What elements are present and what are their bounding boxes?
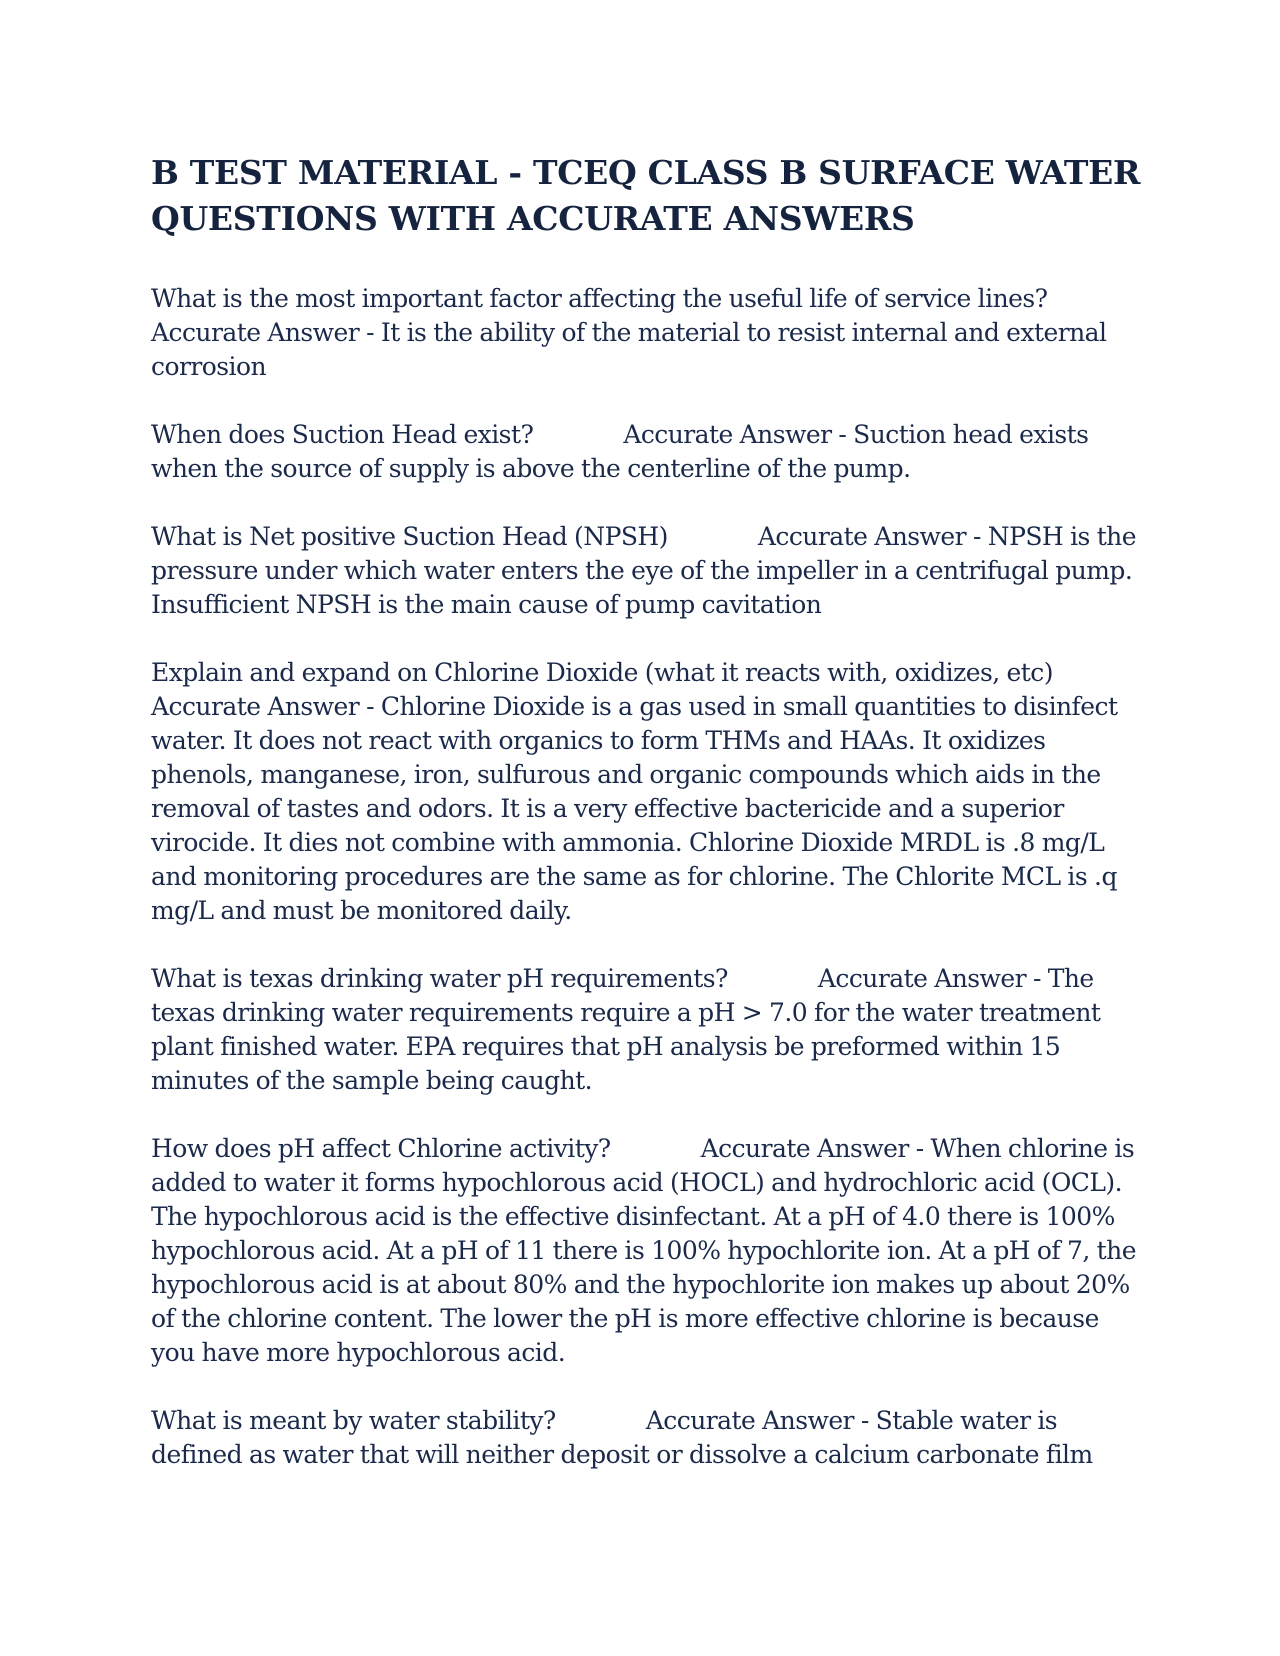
question-text: What is meant by water stability?: [151, 1406, 556, 1435]
qa-item: [151, 656, 1141, 928]
answer-text: Accurate Answer - Chlorine Dioxide is a gas used in small quantities to disinfect water. It does not react with organics to form THMs and HAAs. It oxidizes phenols, manganese, iron, sulfurous and organic compounds which aids in the removal of tastes and odors. It is a very effective bactericide and a superior virocide. It dies not combine with ammonia. Chlorine Dioxide MRDL is .8 mg/L and monitoring procedures are the same as for chlorine. The Chlorite MCL is .q mg/L and must be monitored daily.: [151, 692, 1118, 925]
qa-item: [151, 418, 1141, 486]
document-title: B TEST MATERIAL - TCEQ CLASS B SURFACE WATER QUESTIONS WITH ACCURATE ANSWERS: [151, 153, 1141, 238]
qa-item: [151, 1132, 1141, 1370]
question-text: What is the most important factor affecting the useful life of service lines?: [151, 284, 1048, 313]
answer-text: Accurate Answer - NPSH is the pressure under which water enters the eye of the impeller in a centrifugal pump. Insufficient NPSH is the main cause of pump cavitation: [151, 522, 1136, 619]
answer-text: Accurate Answer - When chlorine is added to water it forms hypochlorous acid (HOCL) and hydrochloric acid (OCL). The hypochlorous acid is the effective disinfectant. At a pH of 4.0 there is 100% hypochlorous acid. At a pH of 11 there is 100% hypochlorite ion. At a pH of 7, the hypochlorous acid is at about 80% and the hypochlorite ion makes up about 20% of the chlorine content. The lower the pH is more effective chlorine is because you have more hypochlorous acid.: [151, 1134, 1136, 1367]
question-text: When does Suction Head exist?: [151, 420, 534, 449]
question-text: How does pH affect Chlorine activity?: [151, 1134, 611, 1163]
answer-text: Accurate Answer - Suction head exists when the source of supply is above the centerline of the pump.: [151, 420, 1089, 483]
answer-text: Accurate Answer - Stable water is defined as water that will neither deposit or dissolve a calcium carbonate film: [151, 1406, 1093, 1469]
document-body: [151, 150, 1141, 1506]
qa-item: [151, 520, 1141, 622]
answer-text: Accurate Answer - The texas drinking water requirements require a pH > 7.0 for the water treatment plant finished water. EPA requires that pH analysis be preformed within 15 minutes of the sample being caught.: [151, 964, 1101, 1095]
qa-item: [151, 282, 1141, 384]
question-text: Explain and expand on Chlorine Dioxide (what it reacts with, oxidizes, etc): [151, 658, 1053, 687]
question-text: What is texas drinking water pH requirements?: [151, 964, 728, 993]
qa-item: [151, 962, 1141, 1098]
qa-item: [151, 1404, 1141, 1472]
answer-text: Accurate Answer - It is the ability of the material to resist internal and external corrosion: [151, 318, 1107, 381]
question-text: What is Net positive Suction Head (NPSH): [151, 522, 668, 551]
